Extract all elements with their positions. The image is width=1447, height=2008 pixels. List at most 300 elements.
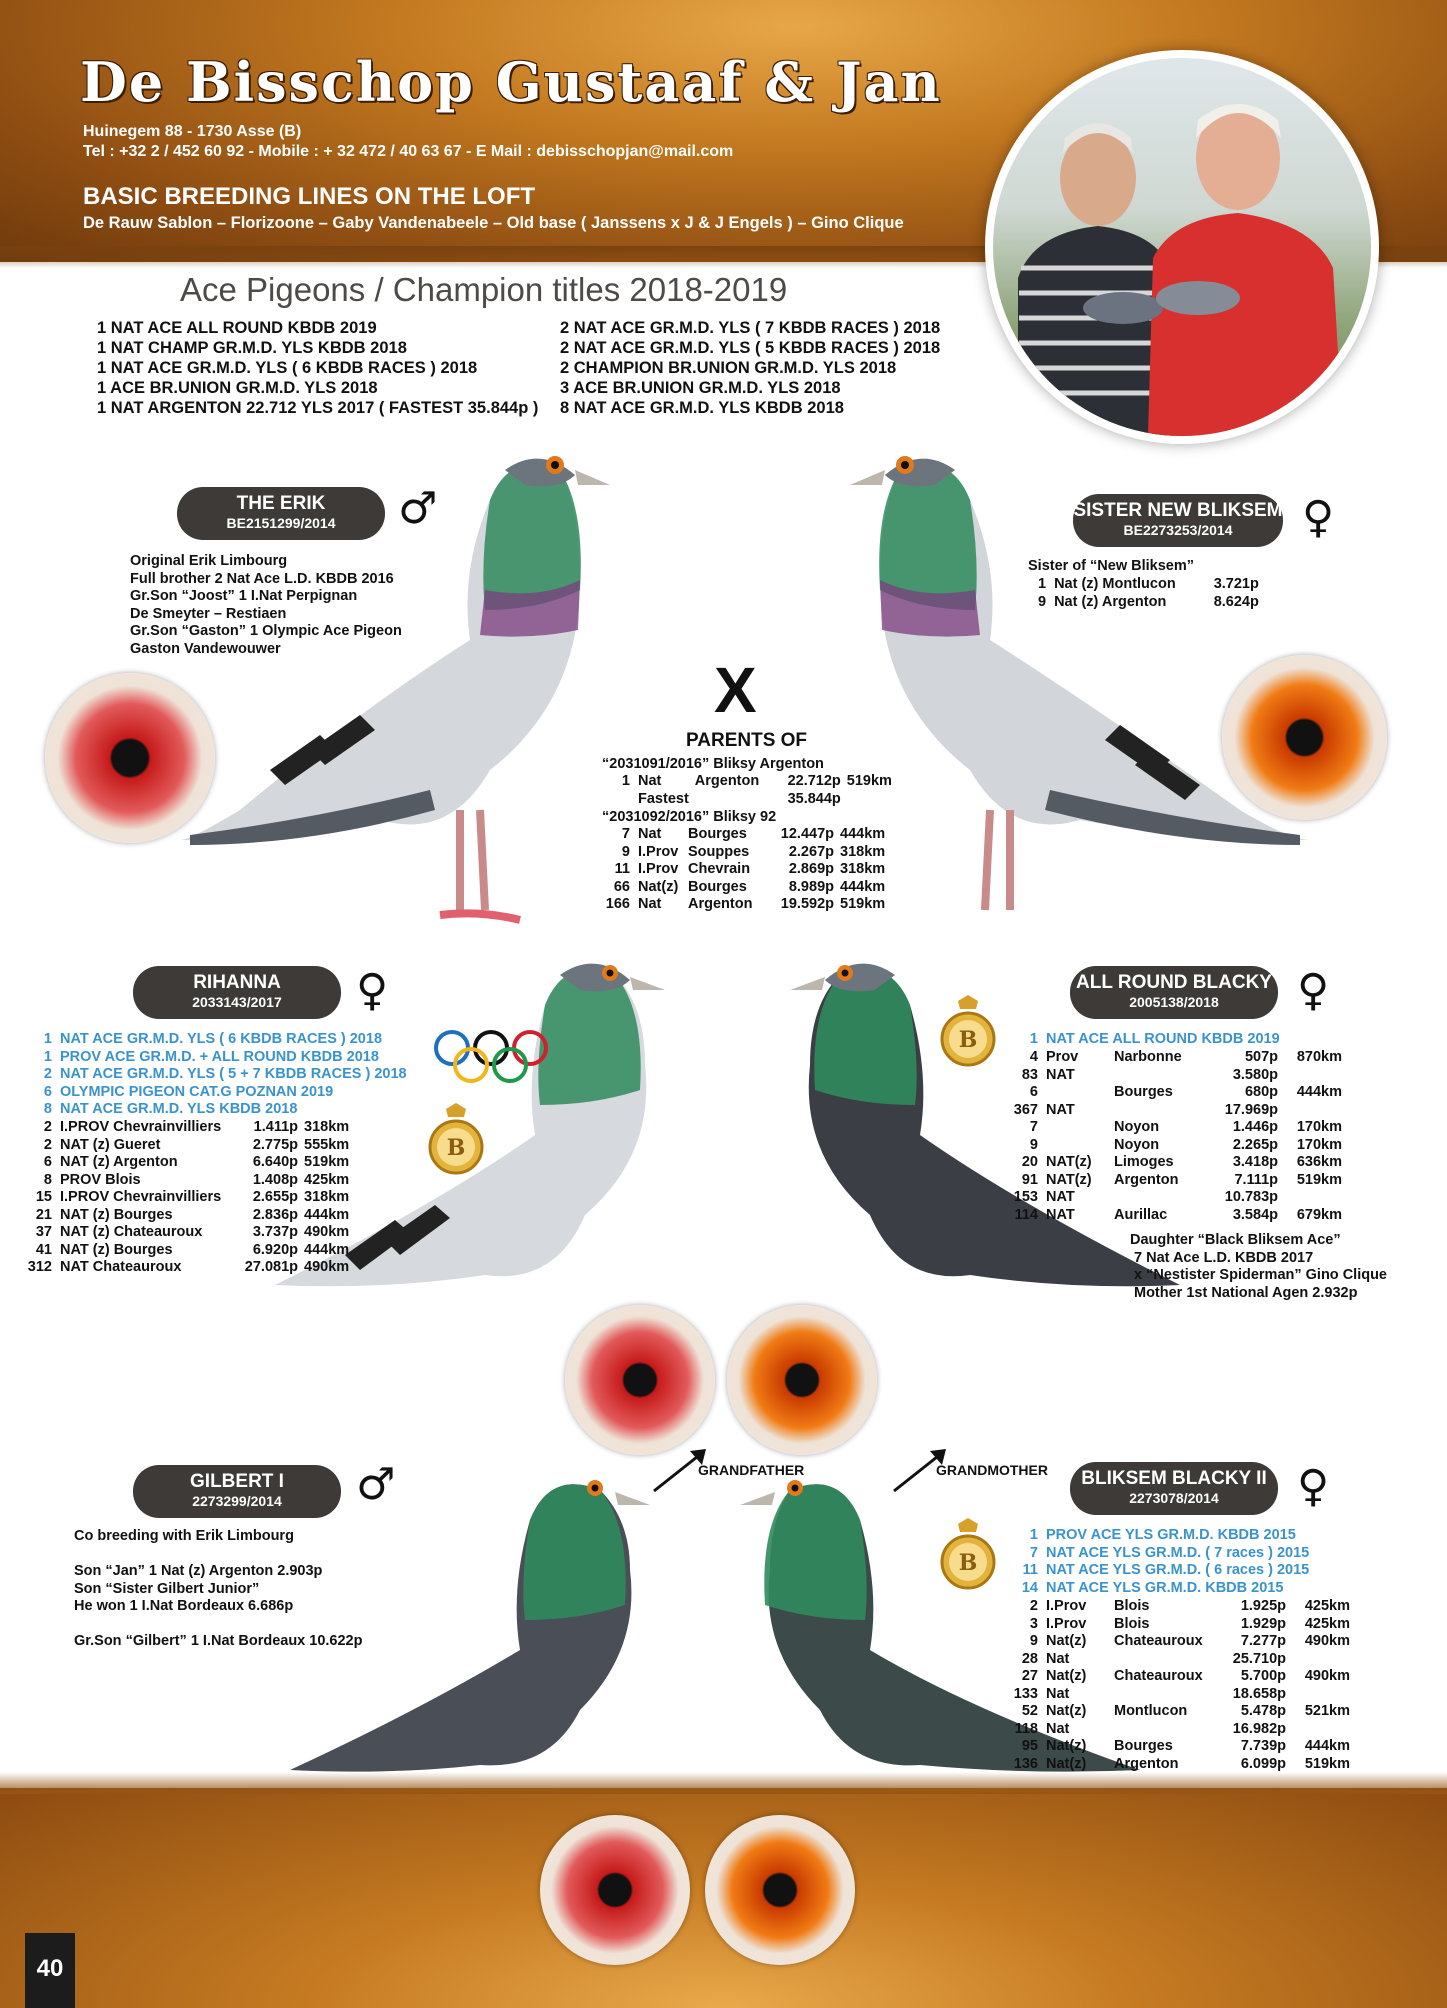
table-row: [24, 1189, 355, 1207]
info-line: Gaston Vandewouwer: [130, 640, 281, 657]
title-line: 1 ACE BR.UNION GR.M.D. YLS 2018: [97, 379, 378, 397]
female-symbol-icon: ♀: [1302, 492, 1335, 543]
result-category: NAT: [1046, 1189, 1075, 1205]
title-line: 2 NAT ACE GR.M.D. YLS ( 5 + 7 KBDB RACES ) 2018: [43, 1066, 407, 1082]
result-distance: 519km: [846, 773, 892, 789]
female-symbol-icon: ♀: [1297, 1461, 1330, 1512]
result-distance: 490km: [304, 1259, 350, 1275]
result-position: 7: [621, 826, 630, 842]
result-points: 1.925p: [1240, 1598, 1286, 1614]
result-points: 6.099p: [1240, 1755, 1286, 1772]
blacky-info: [1130, 1232, 1387, 1302]
title-line: 8 NAT ACE GR.M.D. YLS KBDB 2018: [43, 1101, 298, 1117]
male-symbol-icon: ♂: [398, 483, 438, 534]
kbdb-badge-icon: [940, 1518, 996, 1592]
table-row: [602, 879, 891, 897]
ring-number: 2273299/2014: [192, 1493, 282, 1509]
result-race: Blois: [1114, 1598, 1150, 1614]
result-race: Argenton: [688, 896, 753, 912]
result-points: 19.592p: [780, 896, 834, 912]
result-position: 83: [1021, 1066, 1038, 1083]
result-distance: 444km: [1304, 1738, 1350, 1754]
result-category: Fastest: [638, 790, 689, 807]
eye-the-erik: [45, 673, 215, 843]
result-position: 91: [1021, 1171, 1038, 1188]
result-position: 133: [1013, 1685, 1038, 1702]
result-distance: 170km: [1296, 1136, 1342, 1153]
info-line: Daughter “Black Bliksem Ace”: [1130, 1232, 1341, 1248]
table-row: [1010, 1102, 1348, 1120]
result-category: NAT: [1046, 1206, 1075, 1223]
result-distance: 318km: [304, 1189, 350, 1205]
title-line: 2 CHAMPION BR.UNION GR.M.D. YLS 2018: [560, 359, 897, 377]
result-category: I.Prov: [638, 843, 679, 860]
info-line: Son “Jan” 1 Nat (z) Argenton 2.903p: [74, 1563, 323, 1579]
result-race: Blois: [1114, 1615, 1150, 1632]
result-points: 1.446p: [1232, 1119, 1278, 1135]
title-line: 3 ACE BR.UNION GR.M.D. YLS 2018: [560, 379, 841, 397]
result-position: 4: [1029, 1049, 1038, 1065]
title-line: 14 NAT ACE YLS GR.M.D. KBDB 2015: [1021, 1579, 1284, 1596]
result-distance: 425km: [304, 1171, 350, 1188]
result-position: 367: [1013, 1101, 1038, 1118]
titles-right-column: [560, 318, 940, 418]
title-line: 1 NAT ACE GR.M.D. YLS ( 6 KBDB RACES ) 2018: [43, 1031, 383, 1047]
rihanna-results-table: [24, 1119, 355, 1277]
cross-x-icon: X: [714, 654, 757, 726]
result-points: 2.267p: [788, 843, 834, 860]
result-race: [1114, 1651, 1224, 1669]
result-distance: 318km: [304, 1119, 350, 1135]
result-category: I.Prov: [1046, 1598, 1087, 1614]
result-race: Argenton: [1114, 1171, 1179, 1188]
table-row: [24, 1207, 355, 1225]
table-row: [24, 1242, 355, 1260]
parent-2-name: “2031092/2016” Bliksy 92: [602, 809, 777, 825]
male-symbol-icon: ♂: [356, 1459, 396, 1510]
result-race: NAT (z) Chateauroux: [60, 1224, 203, 1240]
result-category: NAT(z): [1046, 1171, 1092, 1188]
result-distance: 444km: [304, 1241, 350, 1258]
pigeon-name: THE ERIK: [236, 493, 326, 514]
info-line: Mother 1st National Agen 2.932p: [1134, 1284, 1358, 1301]
result-points: 1.408p: [252, 1171, 298, 1188]
result-position: 11: [614, 861, 630, 877]
titles-heading: Ace Pigeons / Champion titles 2018-2019: [180, 271, 788, 308]
result-points: 7.739p: [1240, 1738, 1286, 1754]
result-position: 3: [1029, 1615, 1038, 1632]
parents-of-title: PARENTS OF: [686, 730, 808, 751]
result-race: [695, 791, 777, 809]
result-category: Nat: [1046, 1650, 1070, 1667]
result-category: Prov: [1046, 1049, 1079, 1065]
result-race: Bourges: [1114, 1738, 1173, 1754]
female-symbol-icon: ♀: [1297, 965, 1330, 1016]
result-distance: 519km: [840, 896, 886, 912]
grandmother-label: GRANDMOTHER: [936, 1462, 1048, 1478]
table-row: [1010, 1067, 1348, 1085]
table-row: [24, 1259, 355, 1277]
result-position: 28: [1021, 1650, 1038, 1667]
result-category: Nat(z): [1046, 1668, 1087, 1684]
result-points: 18.658p: [1232, 1685, 1286, 1702]
pigeon-name: BLIKSEM BLACKY II: [1081, 1468, 1267, 1489]
table-row: [24, 1172, 355, 1190]
result-points: 5.478p: [1240, 1703, 1286, 1719]
result-category: Nat(z): [1046, 1755, 1087, 1772]
result-race: PROV Blois: [60, 1171, 141, 1188]
table-row: [602, 861, 891, 879]
table-row: [1010, 1668, 1356, 1686]
result-category: NAT: [1046, 1101, 1075, 1118]
result-category: [1046, 1137, 1114, 1155]
result-points: 3.580p: [1232, 1066, 1278, 1083]
result-race: [1114, 1721, 1224, 1739]
ring-number: 2273078/2014: [1129, 1490, 1219, 1506]
result-category: [1046, 1084, 1114, 1102]
result-race: Bourges: [1114, 1084, 1173, 1100]
result-distance: 636km: [1296, 1154, 1342, 1170]
result-position: 66: [613, 878, 630, 895]
result-race: Argenton: [1114, 1755, 1179, 1772]
info-line: Original Erik Limbourg: [130, 553, 288, 569]
title-line: 1 NAT CHAMP GR.M.D. YLS KBDB 2018: [97, 339, 407, 357]
result-distance: 444km: [840, 826, 886, 842]
result-distance: 519km: [304, 1154, 350, 1170]
table-row: [1010, 1137, 1348, 1155]
result-category: NAT(z): [1046, 1154, 1092, 1170]
gilbert-label: [133, 1465, 341, 1518]
eye-all-round-blacky: [727, 1305, 877, 1455]
blacky-results-table: [1010, 1049, 1348, 1224]
result-points: 27.081p: [244, 1259, 298, 1275]
table-row: [24, 1154, 355, 1172]
info-line: 7 Nat Ace L.D. KBDB 2017: [1134, 1249, 1314, 1266]
bliksem2-titles: [1010, 1527, 1309, 1597]
table-row: [1010, 1084, 1348, 1102]
result-race: NAT (z) Argenton: [60, 1154, 178, 1170]
result-category: Nat: [638, 773, 662, 789]
result-category: [1046, 1119, 1114, 1137]
result-points: 2.265p: [1232, 1136, 1278, 1153]
result-position: [602, 791, 638, 809]
result-points: 2.869p: [788, 861, 834, 877]
result-points: 680p: [1244, 1084, 1278, 1100]
result-distance: 870km: [1296, 1049, 1342, 1065]
result-race: Limoges: [1114, 1154, 1174, 1170]
result-race: Chevrain: [688, 861, 751, 877]
result-category: I.Prov: [638, 861, 679, 877]
result-points: 8.989p: [788, 878, 834, 895]
address: Huinegem 88 - 1730 Asse (B): [83, 123, 302, 140]
result-points: 6.640p: [252, 1154, 298, 1170]
result-points: 1.411p: [253, 1119, 298, 1135]
title-line: 11 NAT ACE YLS GR.M.D. ( 6 races ) 2015: [1022, 1562, 1310, 1578]
table-row: [1010, 1172, 1348, 1190]
result-position: 1: [621, 773, 630, 789]
table-row: [1010, 1756, 1356, 1774]
table-row: [1010, 1738, 1356, 1756]
all-round-blacky-label: [1070, 966, 1278, 1019]
result-race: Montlucon: [1114, 1703, 1188, 1719]
result-category: Nat(z): [1046, 1703, 1087, 1719]
table-row: [602, 896, 891, 914]
sister-intro: Sister of “New Bliksem”: [1028, 558, 1194, 574]
result-position: 95: [1021, 1738, 1038, 1754]
badge-letter: B: [958, 1550, 978, 1576]
result-points: 3.584p: [1232, 1206, 1278, 1223]
result-race: [1114, 1686, 1224, 1704]
result-race: Souppes: [688, 843, 750, 860]
table-row: [1010, 1049, 1348, 1067]
result-distance: 318km: [840, 861, 886, 877]
result-distance: 521km: [1304, 1703, 1350, 1719]
eye-sister-new-bliksem: [1222, 655, 1387, 820]
result-distance: 318km: [840, 843, 886, 860]
breeding-title: BASIC BREEDING LINES ON THE LOFT: [83, 183, 536, 210]
eye-bliksem-blacky-ii: [705, 1815, 855, 1965]
result-race: Noyon: [1114, 1136, 1160, 1153]
result-position: 114: [1014, 1206, 1038, 1223]
result-race: NAT (z) Bourges: [60, 1241, 173, 1258]
rihanna-titles: [24, 1031, 407, 1119]
result-position: 15: [35, 1189, 52, 1205]
table-row: [1010, 1154, 1348, 1172]
blacky-title: [1010, 1031, 1280, 1049]
eye-gilbert: [540, 1815, 690, 1965]
result-position: 9: [1029, 1136, 1038, 1153]
info-line: Son “Sister Gilbert Junior”: [74, 1580, 260, 1597]
table-row: [602, 791, 898, 809]
info-line: Gr.Son “Gilbert” 1 I.Nat Bordeaux 10.622p: [74, 1633, 363, 1649]
result-position: 6: [1029, 1084, 1038, 1100]
table-row: [1010, 1686, 1356, 1704]
result-points: 3.721p: [1213, 576, 1259, 592]
table-row: [1038, 594, 1265, 612]
result-distance: 490km: [1304, 1668, 1350, 1684]
info-line: x “Nestister Spiderman” Gino Clique: [1134, 1267, 1387, 1283]
result-points: 507p: [1244, 1049, 1278, 1065]
result-race: [1114, 1102, 1216, 1120]
result-points: 2.655p: [252, 1189, 298, 1205]
result-points: 3.737p: [252, 1224, 298, 1240]
sister-results-table: [1038, 576, 1265, 611]
table-row: [602, 826, 891, 844]
result-distance: [1292, 1686, 1356, 1704]
info-line: Gr.Son “Gaston” 1 Olympic Ace Pigeon: [130, 623, 402, 639]
result-race: I.PROV Chevrainvilliers: [60, 1119, 222, 1135]
result-category: Nat(z): [1046, 1633, 1087, 1649]
table-row: [1010, 1119, 1348, 1137]
result-distance: 490km: [1304, 1633, 1350, 1649]
badge-letter: B: [446, 1135, 466, 1161]
title-line: 7 NAT ACE YLS GR.M.D. ( 7 races ) 2015: [1029, 1544, 1310, 1561]
breeding-lines: De Rauw Sablon – Florizoone – Gaby Vandenabeele – Old base ( Janssens x J & J Engels ) – Gino Clique: [83, 214, 904, 232]
result-distance: [1284, 1189, 1348, 1207]
result-position: 2: [43, 1136, 52, 1153]
result-points: 5.700p: [1240, 1668, 1286, 1684]
result-distance: [1284, 1067, 1348, 1085]
info-line: De Smeyter – Restiaen: [130, 605, 287, 622]
page-title: De Bisschop Gustaaf & Jan: [80, 50, 942, 114]
result-category: Nat: [1046, 1720, 1070, 1737]
pigeon-name: SISTER NEW BLIKSEM: [1073, 500, 1283, 521]
pigeon-name: ALL ROUND BLACKY: [1076, 972, 1272, 993]
pigeon-name: GILBERT I: [190, 1471, 284, 1492]
result-position: 7: [1029, 1119, 1038, 1135]
result-category: Nat(z): [1046, 1738, 1087, 1754]
result-race: I.PROV Chevrainvilliers: [60, 1189, 222, 1205]
result-points: 25.710p: [1232, 1650, 1286, 1667]
result-position: 153: [1013, 1189, 1038, 1205]
result-position: 27: [1021, 1668, 1038, 1684]
result-category: NAT: [1046, 1066, 1075, 1083]
result-race: Bourges: [688, 878, 747, 895]
result-position: 166: [605, 896, 630, 912]
title-line: 8 NAT ACE GR.M.D. YLS KBDB 2018: [560, 399, 844, 417]
table-row: [602, 773, 898, 791]
the-erik-label: [177, 487, 385, 540]
title-line: 1 PROV ACE YLS GR.M.D. KBDB 2015: [1029, 1527, 1296, 1543]
info-line: He won 1 I.Nat Bordeaux 6.686p: [74, 1598, 294, 1614]
result-race: Chateauroux: [1114, 1668, 1203, 1684]
pigeon-name: RIHANNA: [193, 972, 281, 993]
owners-photo: [985, 50, 1379, 444]
result-distance: 444km: [1296, 1084, 1342, 1100]
result-category: I.Prov: [1046, 1615, 1087, 1632]
result-distance: [1292, 1721, 1356, 1739]
result-race: NAT (z) Gueret: [60, 1136, 161, 1153]
result-position: 20: [1021, 1154, 1038, 1170]
badge-letter: B: [958, 1027, 978, 1053]
result-distance: 519km: [1304, 1755, 1350, 1772]
result-points: 12.447p: [780, 826, 834, 842]
rihanna-label: [133, 966, 341, 1019]
result-race: Aurillac: [1114, 1206, 1168, 1223]
parent-2-results: [602, 826, 891, 914]
result-position: 1: [1038, 576, 1047, 592]
sister-new-bliksem-label: [1073, 494, 1283, 547]
result-race: Noyon: [1114, 1119, 1160, 1135]
result-distance: 490km: [304, 1224, 350, 1240]
result-position: 37: [35, 1224, 52, 1240]
result-distance: [1292, 1651, 1356, 1669]
female-symbol-icon: ♀: [356, 965, 389, 1016]
pigeon-gilbert-image: [270, 1470, 690, 1850]
result-category: Nat: [1046, 1685, 1070, 1702]
title-line: 1 NAT ACE ALL ROUND KBDB 2019: [97, 319, 377, 337]
result-race: Chateauroux: [1114, 1633, 1203, 1649]
page-number: 40: [36, 1955, 64, 1982]
parent-1-results: [602, 773, 898, 808]
result-position: 312: [27, 1259, 52, 1275]
info-line: [74, 1616, 362, 1634]
table-row: [1010, 1598, 1356, 1616]
result-position: 52: [1021, 1703, 1038, 1719]
table-row: [1010, 1189, 1348, 1207]
result-race: Nat (z) Montlucon: [1054, 576, 1176, 592]
info-line: [74, 1546, 362, 1564]
result-points: 17.969p: [1224, 1101, 1278, 1118]
result-category: Nat(z): [638, 878, 679, 895]
table-row: [1010, 1721, 1356, 1739]
result-distance: 519km: [1296, 1171, 1342, 1188]
result-distance: 444km: [840, 878, 886, 895]
result-position: 118: [1014, 1720, 1038, 1737]
result-race: Nat (z) Argenton: [1054, 593, 1167, 610]
result-points: 16.982p: [1232, 1720, 1286, 1737]
result-position: 136: [1013, 1755, 1038, 1772]
the-erik-info: [130, 553, 402, 658]
result-race: [1114, 1189, 1216, 1207]
result-points: 2.836p: [252, 1206, 298, 1223]
result-points: 22.712p: [787, 773, 841, 789]
result-distance: 425km: [1304, 1615, 1350, 1632]
title-line: 2 NAT ACE GR.M.D. YLS ( 5 KBDB RACES ) 2018: [560, 339, 941, 357]
result-race: Bourges: [688, 826, 747, 842]
result-position: 9: [1038, 593, 1047, 610]
ring-number: 2005138/2018: [1129, 994, 1219, 1010]
info-line: Co breeding with Erik Limbourg: [74, 1528, 294, 1544]
table-row: [1010, 1207, 1348, 1225]
result-distance: 170km: [1296, 1119, 1342, 1135]
title-line: 6 OLYMPIC PIGEON CAT.G POZNAN 2019: [43, 1083, 334, 1100]
table-row: [24, 1137, 355, 1155]
result-race: [1114, 1067, 1216, 1085]
result-points: 2.775p: [252, 1136, 298, 1153]
table-row: [1038, 576, 1265, 594]
result-points: 3.418p: [1232, 1154, 1278, 1170]
result-points: 10.783p: [1224, 1189, 1278, 1205]
table-row: [1010, 1616, 1356, 1634]
kbdb-badge-icon: [940, 995, 996, 1069]
ring-number: 2033143/2017: [192, 994, 282, 1010]
result-position: 41: [35, 1241, 52, 1258]
result-race: Argenton: [694, 773, 760, 789]
result-position: 8: [43, 1171, 52, 1188]
grandfather-label: GRANDFATHER: [698, 1462, 805, 1478]
result-position: 2: [43, 1119, 52, 1135]
olympic-rings-icon: [432, 1028, 550, 1086]
result-category: Nat: [638, 826, 662, 842]
result-distance: 425km: [1304, 1598, 1350, 1614]
info-line: Full brother 2 Nat Ace L.D. KBDB 2016: [130, 570, 394, 587]
ring-number: BE2151299/2014: [226, 515, 336, 531]
result-race: NAT Chateauroux: [60, 1259, 182, 1275]
owners-illustration: [993, 58, 1371, 436]
result-position: 6: [43, 1154, 52, 1170]
bliksem-blacky-ii-label: [1070, 1462, 1278, 1515]
titles-left-column: [97, 318, 538, 418]
parent-1-name: “2031091/2016” Bliksy Argenton: [602, 756, 824, 772]
title-line: 1 PROV ACE GR.M.D. + ALL ROUND KBDB 2018: [43, 1048, 379, 1065]
result-position: 2: [1029, 1598, 1038, 1614]
result-distance: [1284, 1102, 1348, 1120]
table-row: [24, 1119, 355, 1137]
title-line: 1 NAT ACE GR.M.D. YLS ( 6 KBDB RACES ) 2018: [97, 359, 478, 377]
table-row: [24, 1224, 355, 1242]
result-distance: [847, 791, 898, 809]
table-row: [1010, 1651, 1356, 1669]
gilbert-info: [74, 1528, 362, 1651]
title-line: 2 NAT ACE GR.M.D. YLS ( 7 KBDB RACES ) 2018: [560, 319, 941, 337]
result-race: NAT (z) Bourges: [60, 1206, 173, 1223]
title-line: 1 NAT ACE ALL ROUND KBDB 2019: [1029, 1031, 1280, 1047]
table-row: [1010, 1703, 1356, 1721]
result-category: Nat: [638, 896, 662, 912]
result-points: 8.624p: [1213, 593, 1259, 610]
kbdb-badge-icon: [428, 1103, 484, 1177]
